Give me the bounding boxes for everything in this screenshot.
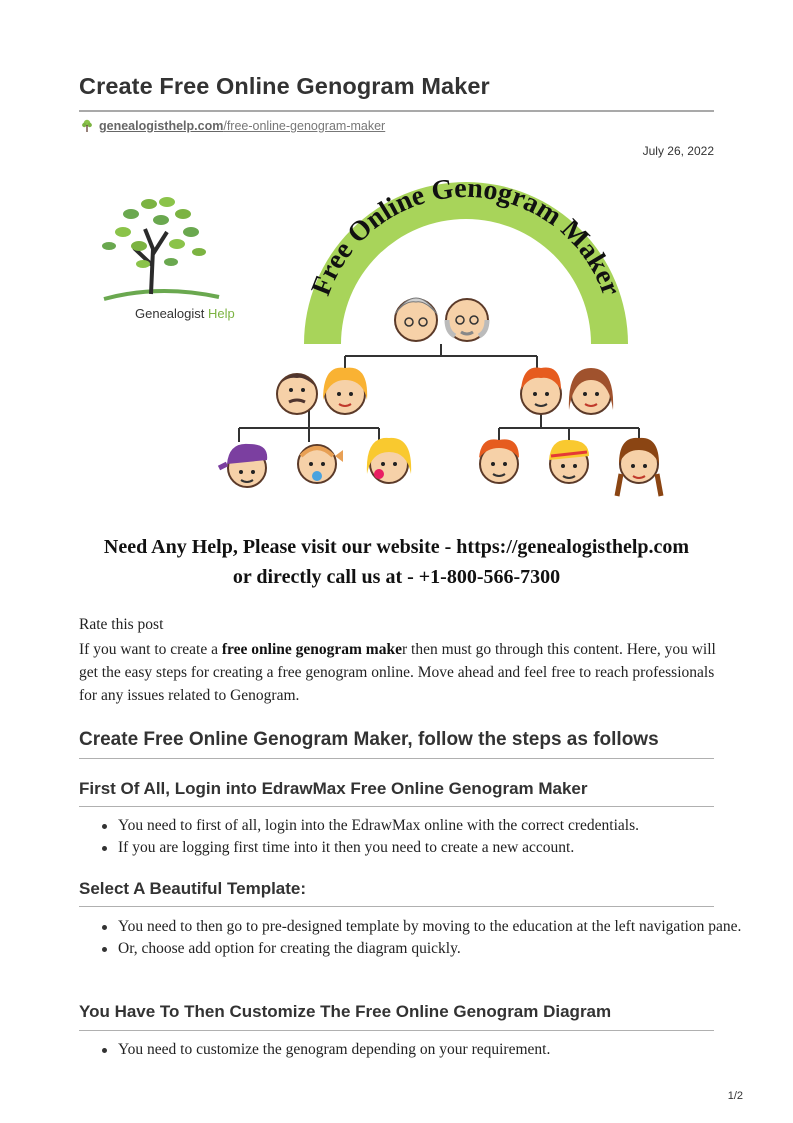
list-item [118, 916, 758, 938]
source-line [80, 118, 385, 134]
banner-image [79, 174, 714, 598]
intro-before: If you want to create a [79, 641, 222, 658]
step-2-list [79, 916, 758, 960]
source-domain-link[interactable]: genealogisthelp.com [99, 119, 224, 133]
boy-yellow-cap-face-icon [549, 440, 589, 483]
tree-icon [80, 119, 94, 133]
father-face-icon [277, 374, 317, 414]
child-cap-face-icon [219, 444, 267, 487]
list-item-text: You need to customize the genogram depending on your requirement. [118, 1041, 551, 1058]
step-2-heading: Select A Beautiful Template: [79, 879, 307, 898]
rate-this-post[interactable]: Rate this post [79, 616, 164, 633]
step-1-list [79, 815, 758, 859]
logo-wordmark [135, 306, 235, 321]
step-1-divider [79, 806, 714, 807]
banner-help-line-1: Need Any Help, Please visit our website - https://genealogisthelp.com [103, 536, 690, 558]
grandmother-face-icon [395, 298, 437, 341]
intro-bold: free online genogram make [221, 641, 402, 658]
list-item-text: You need to then go to pre-designed template by moving to the education at the left navigation pane. [118, 918, 742, 935]
girl-blonde-face-icon [367, 438, 411, 483]
girl-braids-face-icon [617, 438, 661, 496]
logo-tree-icon [102, 197, 219, 299]
step-3-list [79, 1039, 758, 1061]
step-3-divider [79, 1030, 714, 1031]
source-path-link[interactable]: /free-online-genogram-maker [223, 119, 386, 133]
list-item-text: If you are logging first time into it then you need to create a new account. [118, 839, 575, 856]
bullet-icon [102, 824, 107, 829]
bullet-icon [102, 846, 107, 851]
genogram-illustration [79, 174, 714, 598]
bullet-icon [102, 947, 107, 952]
list-item-text: You need to first of all, login into the EdrawMax online with the correct credentials. [118, 817, 639, 834]
section-heading: Create Free Online Genogram Maker, follow the steps as follows [79, 729, 659, 750]
banner-help-line-2: or directly call us at - +1-800-566-7300 [232, 566, 561, 588]
list-item [118, 815, 758, 837]
intro-after: r then must go through this content. Here, you will get the easy steps for creating a free genogram online. Move ahead and feel free to reach professionals for any issues related to Genogram. [79, 641, 716, 704]
list-item [118, 1039, 758, 1061]
bullet-icon [102, 925, 107, 930]
list-item [118, 837, 758, 859]
title-divider [79, 110, 714, 112]
list-item [118, 938, 758, 960]
mother-face-icon [323, 368, 367, 414]
step-3-heading: You Have To Then Customize The Free Online Genogram Diagram [79, 1002, 612, 1021]
boy-redhead-face-icon [479, 439, 519, 483]
arc-title: Free Online Genogram Maker [305, 174, 627, 300]
step-1-heading: First Of All, Login into EdrawMax Free Online Genogram Maker [79, 779, 588, 798]
page-title: Create Free Online Genogram Maker [79, 73, 490, 99]
baby-face-icon [298, 445, 343, 483]
grandfather-face-icon [446, 299, 488, 341]
list-item-text: Or, choose add option for creating the diagram quickly. [118, 940, 461, 957]
logo-brand: Genealogist [135, 306, 205, 321]
intro-paragraph [79, 638, 719, 707]
page-number: 1/2 [727, 1090, 743, 1102]
aunt-face-icon [569, 368, 613, 414]
publish-date: July 26, 2022 [642, 144, 714, 158]
step-2-divider [79, 906, 714, 907]
section-divider [79, 758, 714, 759]
logo-accent: Help [208, 306, 235, 321]
uncle-face-icon [521, 367, 561, 414]
bullet-icon [102, 1048, 107, 1053]
